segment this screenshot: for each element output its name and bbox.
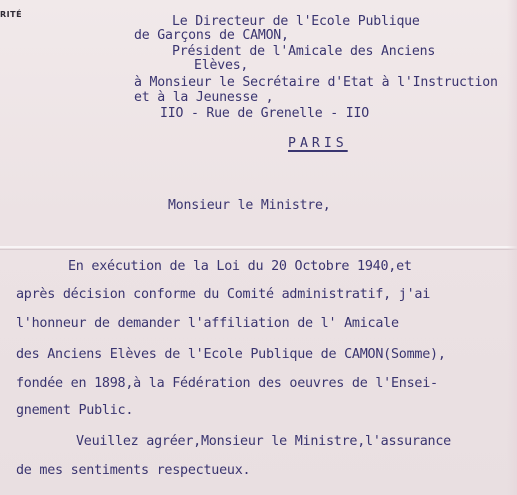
body-line-1: En exécution de la Loi du 20 Octobre 1940,et	[68, 259, 412, 274]
body-line-3: l'honneur de demander l'affiliation de l' Amicale	[16, 316, 399, 331]
body-line-6: gnement Public.	[16, 403, 134, 418]
body-line-closing-end: de mes sentiments respectueux.	[16, 463, 251, 478]
paper-fold	[0, 246, 517, 248]
header-line-recipient: à Monsieur le Secrétaire d'Etat à l'Instruction	[134, 75, 498, 90]
salutation: Monsieur le Ministre,	[168, 198, 331, 213]
body-line-closing: Veuillez agréer,Monsieur le Ministre,l'assurance	[76, 434, 451, 449]
header-line-president: Président de l'Amicale des Anciens	[172, 44, 436, 59]
header-line-school: de Garçons de CAMON,	[134, 28, 289, 43]
body-line-2: après décision conforme du Comité administratif, j'ai	[16, 287, 431, 302]
header-line-address: IIO - Rue de Grenelle - IIO	[160, 106, 369, 121]
paper-edge	[507, 0, 517, 495]
header-line-director: Le Directeur de l'Ecole Publique	[172, 14, 420, 29]
paper-fold-shadow	[0, 249, 517, 250]
city-paris: PARIS	[288, 136, 348, 151]
body-line-5: fondée en 1898,à la Fédération des oeuvres de l'Ensei-	[16, 376, 438, 391]
corner-tab-text: RITÉ	[0, 10, 23, 19]
body-line-4: des Anciens Elèves de l'Ecole Publique de CAMON(Somme),	[16, 347, 446, 362]
header-line-jeunesse: et à la Jeunesse ,	[134, 90, 274, 105]
header-line-eleves: Elèves,	[194, 58, 249, 73]
